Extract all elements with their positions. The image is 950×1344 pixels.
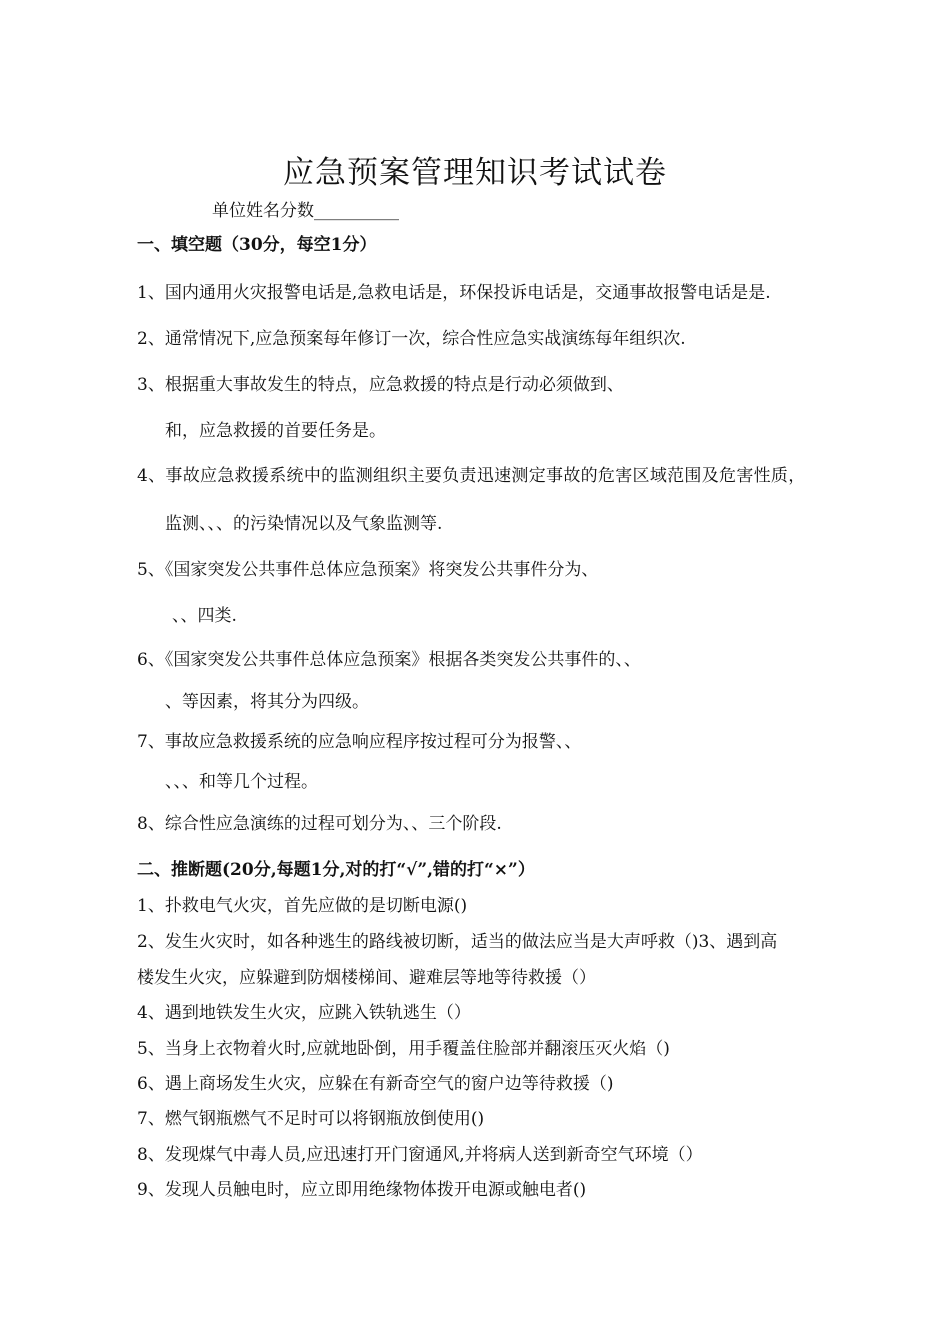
question-line: 4、遇到地铁发生火灾，应跳入铁轨逃生（） bbox=[137, 1003, 471, 1023]
question-line: 5、《国家突发公共事件总体应急预案》将突发公共事件分为、 bbox=[137, 560, 599, 580]
info-line: 单位姓名分数__________ bbox=[212, 201, 399, 221]
question-line: 6、遇上商场发生火灾，应躲在有新奇空气的窗户边等待救援（) bbox=[137, 1074, 614, 1094]
question-line: 7、事故应急救援系统的应急响应程序按过程可分为报警、、 bbox=[137, 732, 582, 752]
question-line: 、、四类. bbox=[172, 606, 237, 626]
section2-heading: 二、推断题(20分,每题1分,对的打“√”,错的打“×”） bbox=[137, 860, 535, 880]
question-line: 5、当身上衣物着火时,应就地卧倒，用手覆盖住脸部并翻滚压灭火焰（) bbox=[137, 1039, 670, 1059]
question-line: 监测、、、的污染情况以及气象监测等. bbox=[165, 514, 443, 534]
question-line: 6、《国家突发公共事件总体应急预案》根据各类突发公共事件的、、 bbox=[137, 650, 641, 670]
page-title: 应急预案管理知识考试试卷 bbox=[283, 155, 667, 191]
question-line: 2、通常情况下,应急预案每年修订一次，综合性应急实战演练每年组织次. bbox=[137, 329, 686, 349]
question-line: 、等因素，将其分为四级。 bbox=[165, 692, 369, 712]
question-line: 8、发现煤气中毒人员,应迅速打开门窗通风,并将病人送到新奇空气环境（） bbox=[137, 1145, 703, 1165]
question-line: 7、燃气钢瓶燃气不足时可以将钢瓶放倒使用() bbox=[137, 1109, 485, 1129]
question-line: 和，应急救援的首要任务是。 bbox=[165, 421, 386, 441]
question-line: 8、综合性应急演练的过程可划分为、、三个阶段. bbox=[137, 814, 502, 834]
question-line: 、、、和等几个过程。 bbox=[165, 772, 318, 792]
question-line: 4、事故应急救援系统中的监测组织主要负责迅速测定事故的危害区域范围及危害性质， bbox=[137, 466, 806, 486]
question-line: 3、根据重大事故发生的特点，应急救援的特点是行动必须做到、 bbox=[137, 375, 624, 395]
question-line: 9、发现人员触电时，应立即用绝缘物体拨开电源或触电者() bbox=[137, 1180, 587, 1200]
question-line: 1、国内通用火灾报警电话是,急救电话是，环保投诉电话是，交通事故报警电话是是. bbox=[137, 283, 771, 303]
question-line: 1、扑救电气火灾，首先应做的是切断电源() bbox=[137, 896, 468, 916]
question-line: 2、发生火灾时，如各种逃生的路线被切断，适当的做法应当是大声呼救（)3、遇到高 bbox=[137, 932, 778, 952]
section1-heading: 一、填空题（30分，每空1分） bbox=[137, 235, 377, 255]
question-line: 楼发生火灾，应躲避到防烟楼梯间、避难层等地等待救援（） bbox=[137, 968, 596, 988]
